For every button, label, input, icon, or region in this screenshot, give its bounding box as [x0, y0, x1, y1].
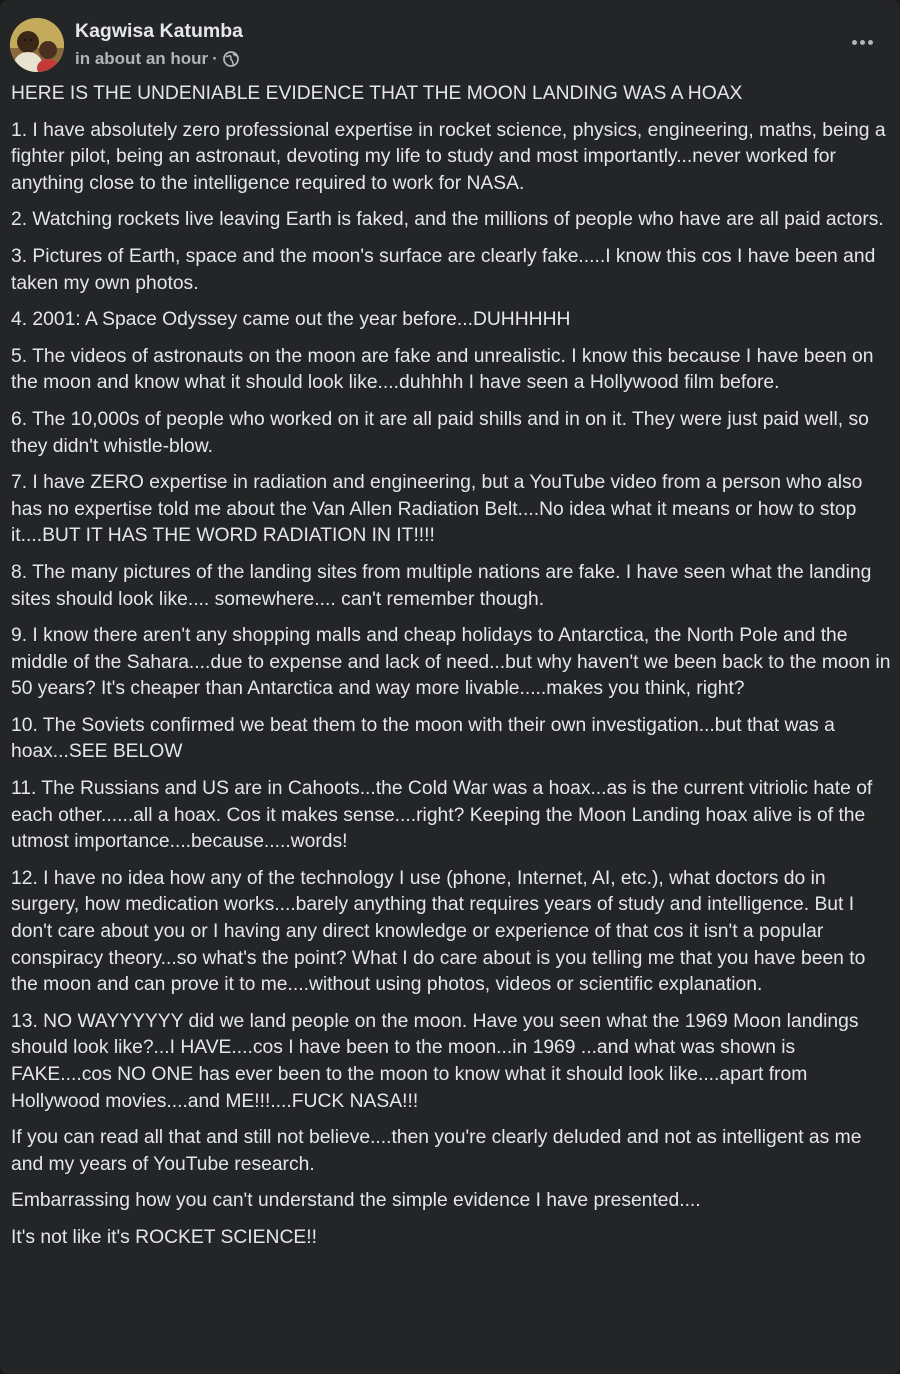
post-timestamp[interactable]: in about an hour	[75, 49, 209, 68]
post-paragraph: It's not like it's ROCKET SCIENCE!!	[11, 1226, 317, 1248]
meta-separator: ·	[212, 49, 218, 68]
post-paragraph: Embarrassing how you can't understand the simple evidence I have presented....	[11, 1190, 701, 1212]
post-paragraph: If you can read all that and still not believe....then you're clearly deluded and not as intelligent as me and my years of YouTube research.	[11, 1127, 862, 1175]
avatar[interactable]	[10, 18, 64, 72]
more-options-dot	[860, 40, 865, 45]
more-options-dot	[868, 40, 873, 45]
post-paragraph: 1. I have absolutely zero professional expertise in rocket science, physics, engineering, maths, being a fighter pilot, being an astronaut, devoting my life to study and most importantly...never worked for anything close to the intelligence required to work for NASA.	[11, 119, 886, 194]
author-name[interactable]: Kagwisa Katumba	[75, 20, 243, 42]
post-paragraph: 9. I know there aren't any shopping malls and cheap holidays to Antarctica, the North Pole and the middle of the Sahara....due to expense and lack of need...but why haven't we been back to the moon in 50 years? It's cheaper than Antarctica and way more livable.....makes you think, right?	[11, 625, 891, 700]
post-paragraph: 6. The 10,000s of people who worked on it are all paid shills and in on it. They were just paid well, so they didn't whistle-blow.	[11, 408, 869, 457]
post-body	[11, 81, 891, 1262]
post-paragraph: 7. I have ZERO expertise in radiation and engineering, but a YouTube video from a person who also has no expertise told me about the Van Allen Radiation Belt....No idea what it means or how to stop it....BUT IT HAS THE WORD RADIATION IN IT!!!!	[11, 472, 863, 547]
post-heading: HERE IS THE UNDENIABLE EVIDENCE THAT THE MOON LANDING WAS A HOAX	[11, 83, 743, 104]
globe-icon[interactable]	[223, 51, 239, 67]
post-paragraph: 8. The many pictures of the landing sites from multiple nations are fake. I have seen what the landing sites should look like.... somewhere.... can't remember though.	[11, 561, 872, 610]
more-options-button[interactable]	[844, 28, 880, 56]
post-paragraph: 12. I have no idea how any of the technology I use (phone, Internet, AI, etc.), what doctors do in surgery, how medication works....barely anything that requires years of study and intelligence. But I don't care about you or I having any direct knowledge or experience of that cos it isn't a popular conspiracy theory...so what's the point? What I do care about is you telling me that you have been to the moon and can prove it to me....without using photos, videos or scientific explanation.	[11, 867, 866, 996]
more-options-icon	[852, 40, 857, 45]
post-paragraph: 10. The Soviets confirmed we beat them to the moon with their own investigation...but that was a hoax...SEE BELOW	[11, 714, 835, 763]
post-paragraph: 2. Watching rockets live leaving Earth is faked, and the millions of people who have are all paid actors.	[11, 209, 884, 231]
post-paragraph: 4. 2001: A Space Odyssey came out the year before...DUHHHHH	[11, 309, 571, 331]
post-paragraph: 3. Pictures of Earth, space and the moon's surface are clearly fake.....I know this cos I have been and taken my own photos.	[11, 245, 876, 294]
post-meta	[75, 48, 239, 70]
post-paragraph: 11. The Russians and US are in Cahoots...the Cold War was a hoax...as is the current vitriolic hate of each other......all a hoax. Cos it makes sense....right? Keeping the Moon Landing hoax alive is of the utmost importance....because.....words!	[11, 778, 873, 853]
post-paragraph: 5. The videos of astronauts on the moon are fake and unrealistic. I know this because I have been on the moon and know what it should look like....duhhhh I have seen a Hollywood film before.	[11, 345, 874, 394]
post-paragraph: 13. NO WAYYYYYY did we land people on the moon. Have you seen what the 1969 Moon landings should look like?...I HAVE....cos I have been to the moon...in 1969 ...and what was shown is FAKE....cos NO ONE has ever been to the moon to know what it should look like....apart from Hollywood movies....and ME!!!....FUCK NASA!!!	[11, 1010, 859, 1112]
post-header	[0, 0, 900, 78]
avatar-image	[10, 18, 64, 72]
